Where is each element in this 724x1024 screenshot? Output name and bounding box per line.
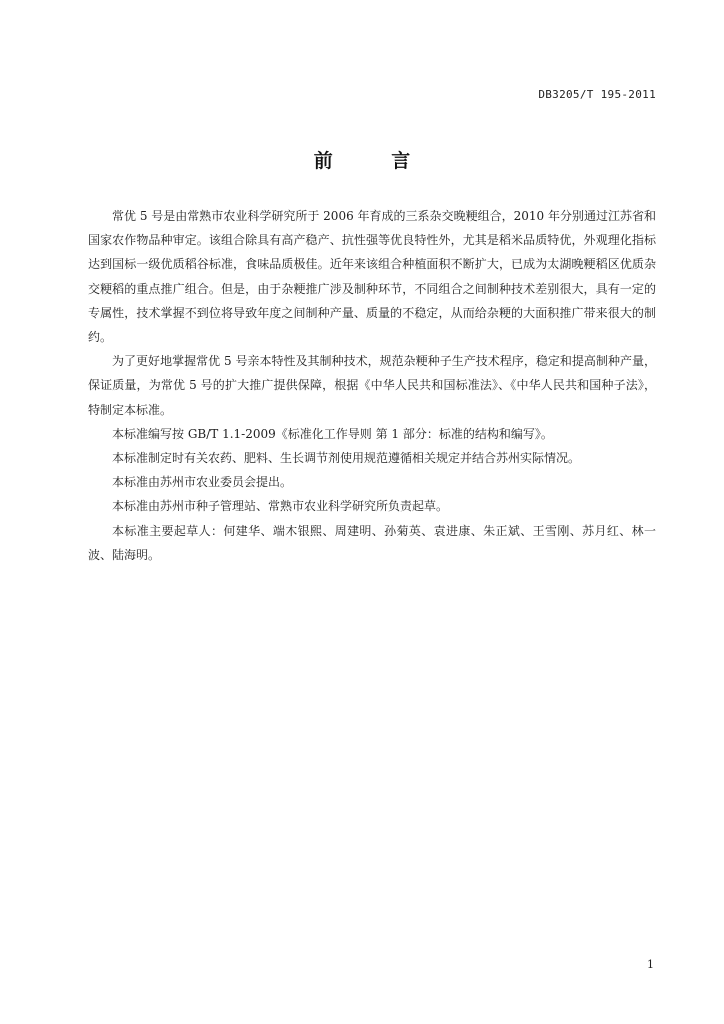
document-code: DB3205/T 195-2011 [538,88,656,101]
paragraph-drafting-units: 本标准由苏州市种子管理站、常熟市农业科学研究所负责起草。 [112,499,449,514]
page-number: 1 [647,958,654,971]
foreword-body [88,204,656,567]
page-title: 前 言 [313,150,437,172]
paragraph-drafters: 本标准主要起草人：何建华、端木银熙、周建明、孙菊英、袁进康、朱正斌、王雪刚、苏月红、林一波、陆海明。 [88,523,656,562]
paragraph-drafting-rules: 本标准编写按 GB/T 1.1-2009《标准化工作导则 第 1 部分：标准的结构和编写》。 [112,426,553,441]
paragraph-proposer: 本标准由苏州市农业委员会提出。 [112,475,293,490]
paragraph-purpose: 为了更好地掌握常优 5 号亲本特性及其制种技术，规范杂粳种子生产技术程序，稳定和提高制种产量，保证质量，为常优 5 号的扩大推广提供保障，根据《中华人民共和国标准法》、《中华人民共和国种子法》，特制定本标准。 [88,354,656,417]
paragraph-usage-rules: 本标准制定时有关农药、肥料、生长调节剂使用规范遵循相关规定并结合苏州实际情况。 [112,451,581,466]
paragraph-variety-background: 常优 5 号是由常熟市农业科学研究所于 2006 年育成的三系杂交晚粳组合，2010 年分别通过江苏省和国家农作物品种审定。该组合除具有高产稳产、抗性强等优良特性外，尤其是稻米品质特优，外观理化指标达到国标一级优质稻谷标准，食味品质极佳。近年来该组合种植面积不断扩大，已成为太湖晚粳稻区优质杂交粳稻的重点推广组合。但是，由于杂粳推广涉及制种环节，不同组合之间制种技术差别很大，具有一定的专属性，技术掌握不到位将导致年度之间制种产量、质量的不稳定，从而给杂粳的大面积推广带来很大的制约。 [88,209,656,345]
